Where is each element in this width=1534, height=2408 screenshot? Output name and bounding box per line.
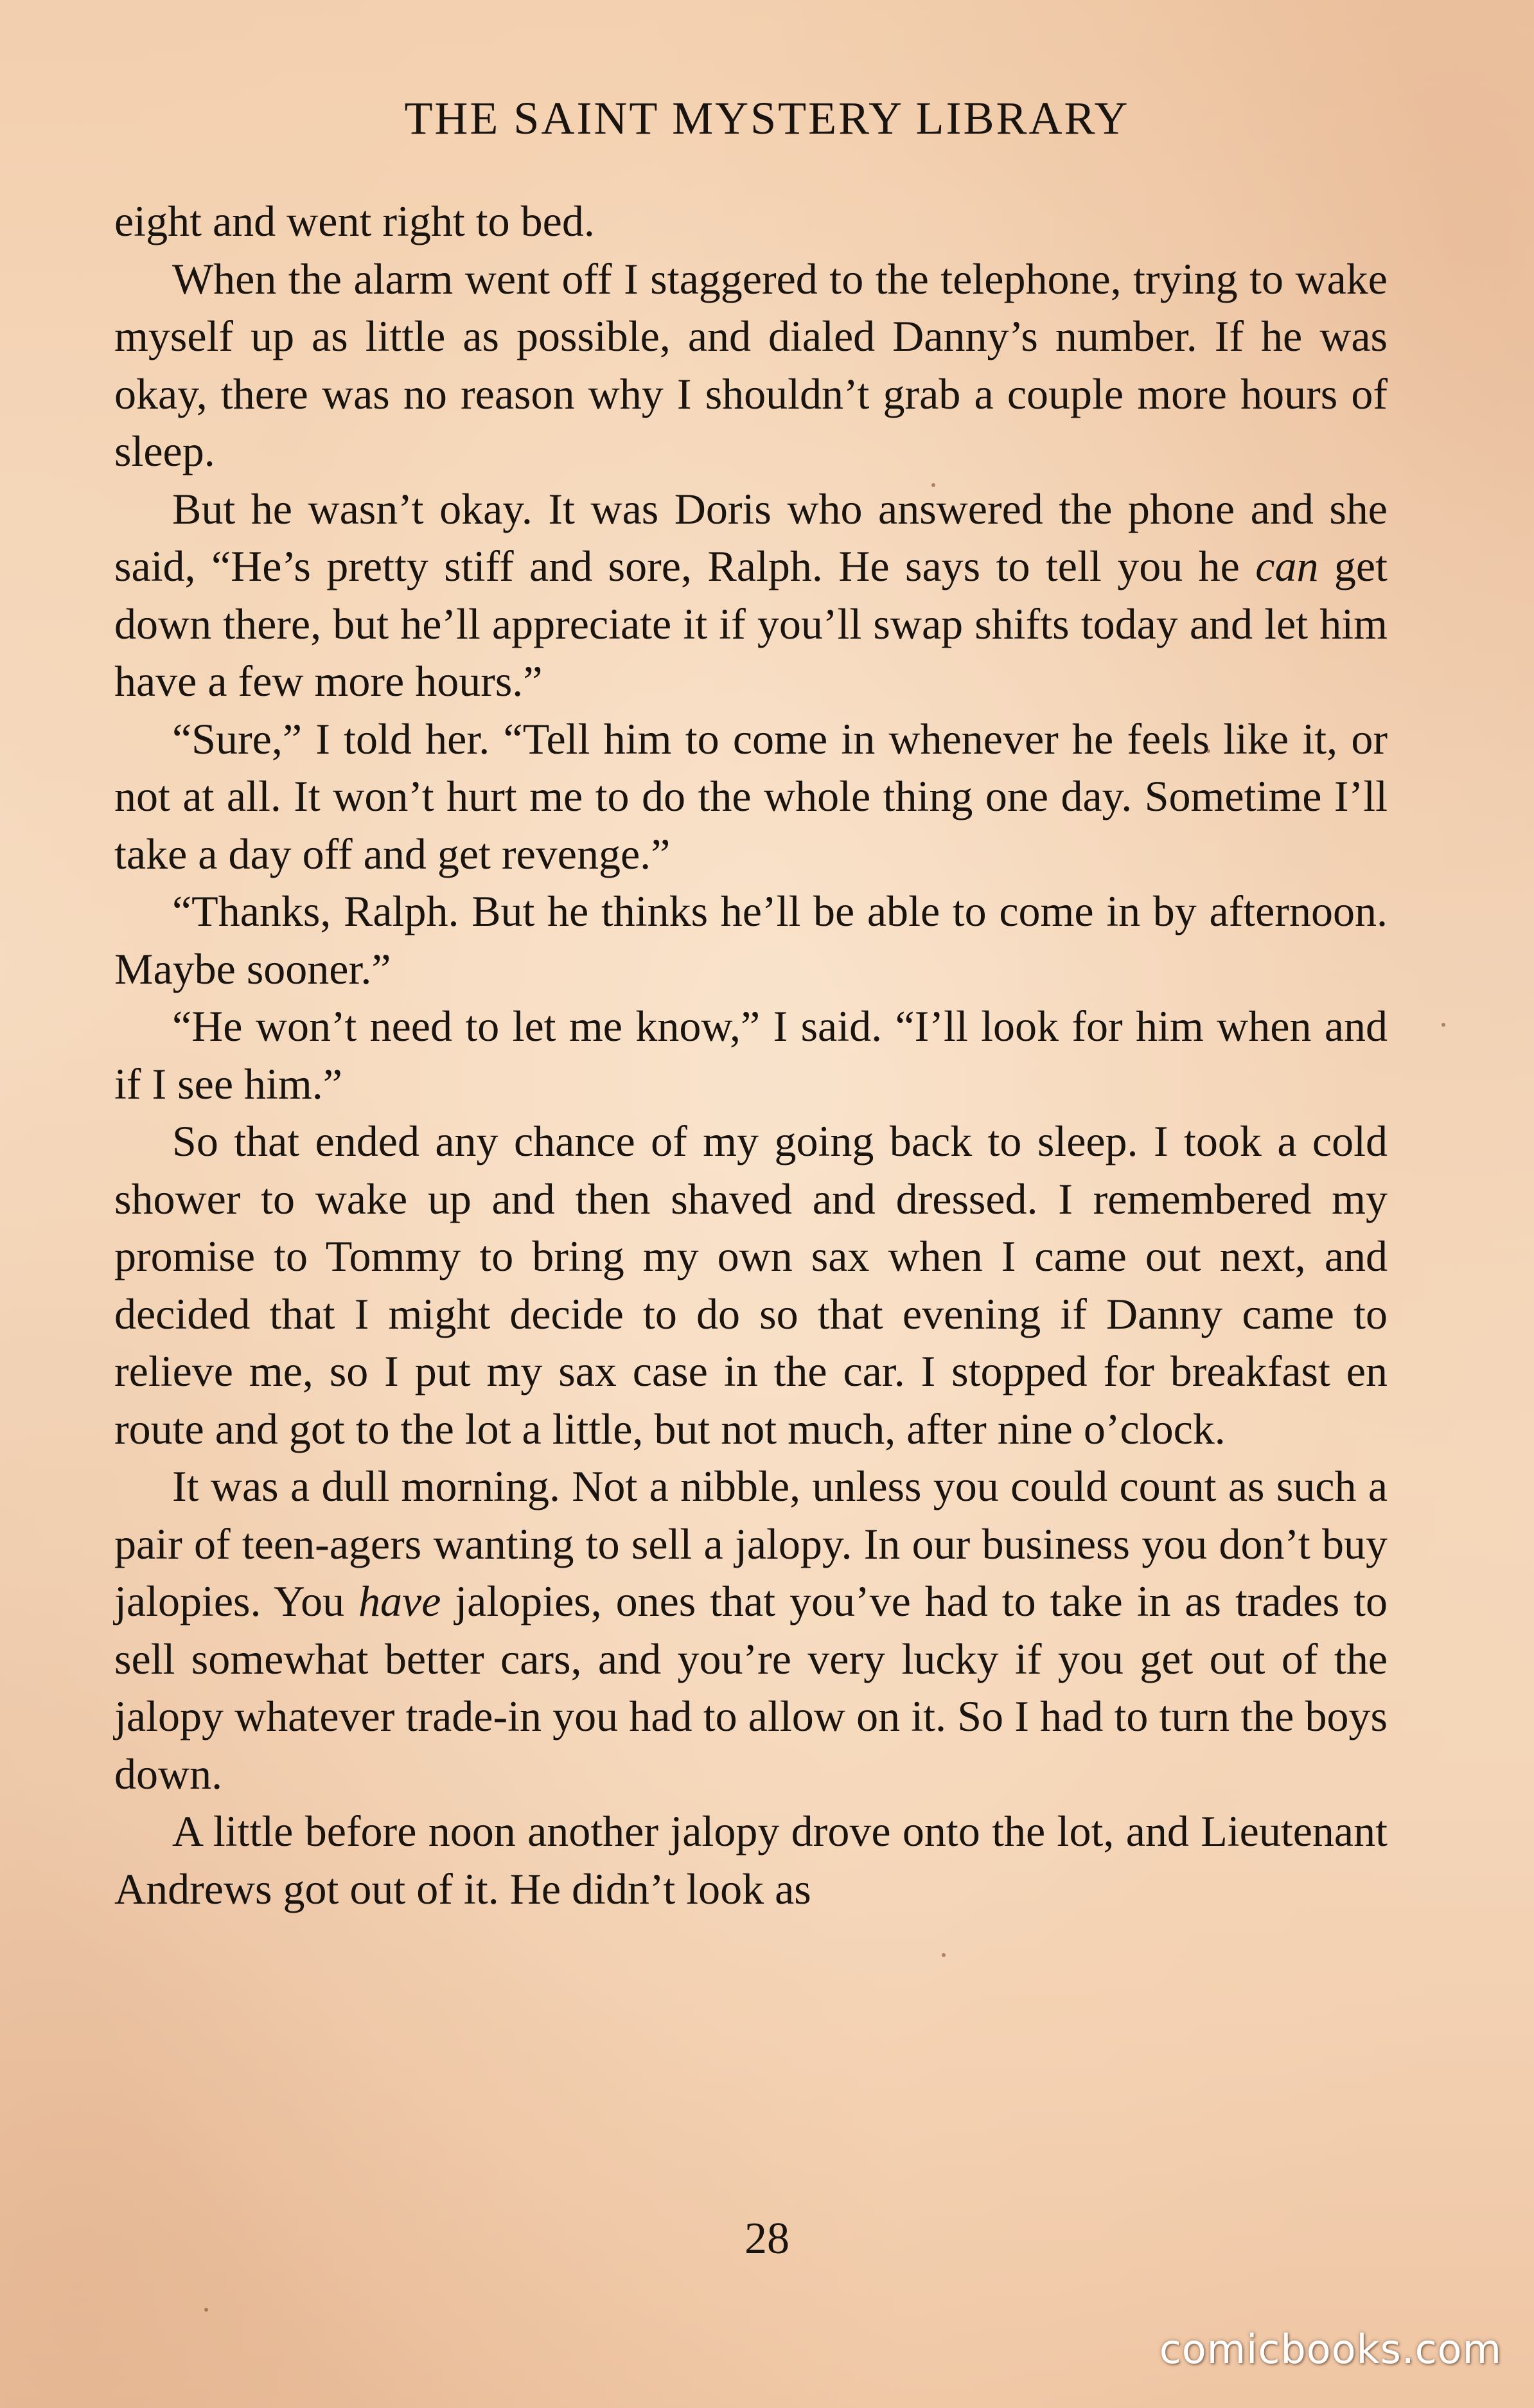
text-run: “He won’t need to let me know,” I said. “I’ll look for him when and if I see him.” [114, 1002, 1388, 1108]
paragraph [114, 1458, 1388, 1803]
paper-speck [204, 2308, 208, 2312]
page-number: 28 [745, 2214, 789, 2263]
paper-speck [1441, 1023, 1445, 1027]
text-run: jalopies, ones that you’ve had to take in as trades to sell somewhat better cars, and you’re very lucky if you get out of the jalopy whatever trade-in you had to allow on it. So I had to turn the boys down. [114, 1577, 1388, 1798]
running-header: THE SAINT MYSTERY LIBRARY [404, 93, 1130, 144]
body-text [114, 193, 1388, 1918]
paper-speck [942, 1953, 946, 1957]
site-watermark: comicbooks.com [1159, 2326, 1502, 2373]
italic-text: have [358, 1577, 441, 1625]
text-run: get down there, but he’ll appreciate it if you’ll swap shifts today and let him have a few more hours.” [114, 542, 1388, 705]
text-run: It was a dull morning. Not a nibble, unless you could count as such a pair of teen-agers wanting to sell a jalopy. In our business you don’t buy jalopies. You [114, 1462, 1388, 1625]
text-run: “Thanks, Ralph. But he thinks he’ll be able to come in by afternoon. Maybe sooner.” [114, 887, 1388, 993]
italic-text: can [1255, 542, 1319, 590]
paragraph [114, 998, 1388, 1113]
paragraph [114, 711, 1388, 883]
text-run: So that ended any chance of my going back to sleep. I took a cold shower to wake up and then shaved and dressed. I remembered my promise to Tommy to bring my own sax when I came out next, and decided that I might decide to do so that evening if Danny came to relieve me, so I put my sax case in the car. I stopped for breakfast en route and got to the lot a little, but not much, after nine o’clock. [114, 1117, 1388, 1453]
text-run: A little before noon another jalopy drove onto the lot, and Lieutenant Andrews got out of it. He didn’t look as [114, 1807, 1388, 1913]
paragraph [114, 883, 1388, 998]
text-run: “Sure,” I told her. “Tell him to come in whenever he feels like it, or not at all. It won’t hurt me to do the whole thing one day. Sometime I’ll take a day off and get revenge.” [114, 714, 1388, 878]
paragraph [114, 193, 1388, 251]
text-run: But he wasn’t okay. It was Doris who answered the phone and she said, “He’s pretty stiff and sore, Ralph. He says to tell you he [114, 484, 1388, 590]
text-run: eight and went right to bed. [114, 197, 595, 245]
paragraph [114, 1113, 1388, 1458]
paragraph [114, 251, 1388, 481]
text-run: When the alarm went off I staggered to the telephone, trying to wake myself up as little as possible, and dialed Danny’s number. If he was okay, there was no reason why I shouldn’t grab a couple more hours of sleep. [114, 254, 1388, 475]
paragraph [114, 1803, 1388, 1918]
paragraph [114, 481, 1388, 711]
